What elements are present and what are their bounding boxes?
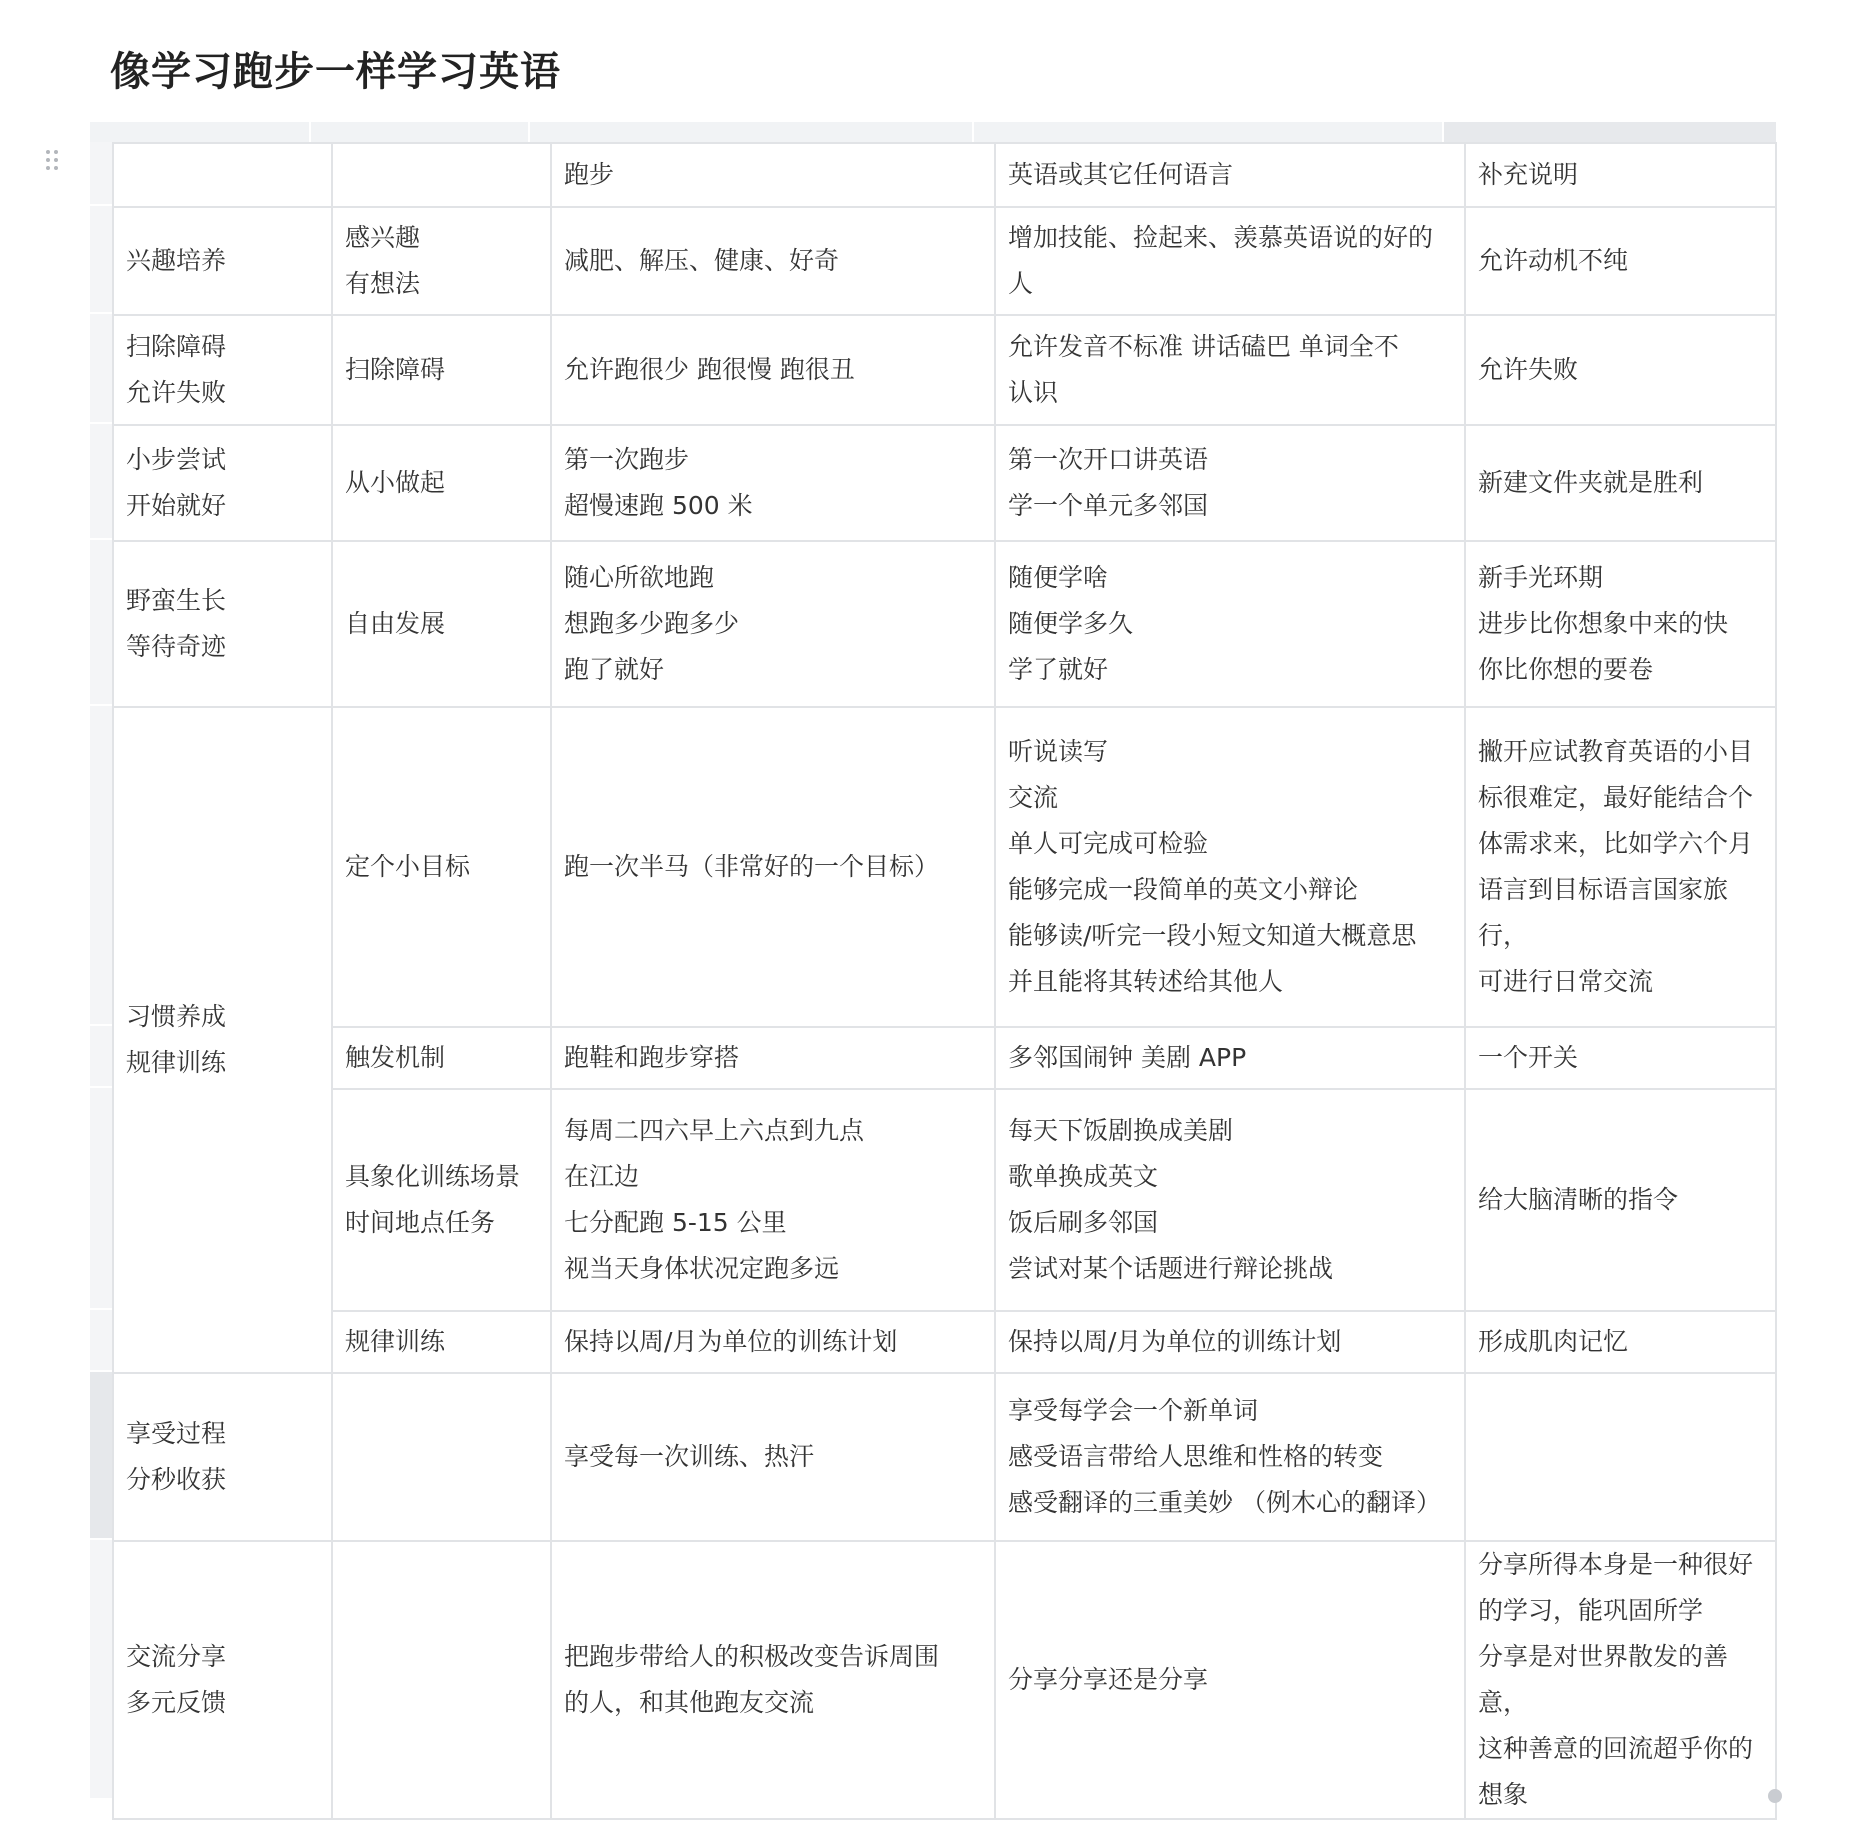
table-row (113, 1373, 1776, 1541)
table-cell[interactable]: 第一次跑步 超慢速跑 500 米 (551, 425, 995, 541)
row-handle[interactable] (90, 1540, 112, 1798)
table-cell[interactable]: 随便学啥 随便学多久 学了就好 (995, 541, 1465, 707)
table-cell[interactable]: 多邻国闹钟 美剧 APP (995, 1027, 1465, 1089)
table-cell[interactable]: 第一次开口讲英语 学一个单元多邻国 (995, 425, 1465, 541)
table-cell[interactable]: 享受每学会一个新单词 感受语言带给人思维和性格的转变 感受翻译的三重美妙 （例木心的翻译） (995, 1373, 1465, 1541)
table-cell[interactable]: 扫除障碍 (332, 315, 551, 425)
table-header-cell[interactable] (332, 143, 551, 207)
column-header-2[interactable] (311, 122, 528, 142)
table-header-row (113, 143, 1776, 207)
table-header-cell[interactable]: 补充说明 (1465, 143, 1776, 207)
table-cell[interactable]: 允许动机不纯 (1465, 207, 1776, 315)
table-cell[interactable]: 新手光环期 进步比你想象中来的快 你比你想的要卷 (1465, 541, 1776, 707)
table-cell[interactable]: 感兴趣 有想法 (332, 207, 551, 315)
table-header-cell[interactable] (113, 143, 332, 207)
table-cell[interactable]: 保持以周/月为单位的训练计划 (551, 1311, 995, 1373)
table-cell[interactable]: 自由发展 (332, 541, 551, 707)
table-cell[interactable]: 分享分享还是分享 (995, 1541, 1465, 1819)
row-handle[interactable] (90, 206, 112, 312)
row-handle[interactable] (90, 424, 112, 538)
comparison-table (112, 142, 1777, 1820)
row-handle[interactable] (90, 142, 112, 204)
table-cell[interactable]: 享受过程 分秒收获 (113, 1373, 332, 1541)
column-header-3[interactable] (530, 122, 972, 142)
table-cell[interactable]: 野蛮生长 等待奇迹 (113, 541, 332, 707)
row-handle[interactable] (90, 1372, 112, 1538)
table-cell[interactable]: 规律训练 (332, 1311, 551, 1373)
table-cell[interactable]: 跑一次半马（非常好的一个目标） (551, 707, 995, 1027)
table-header-cell[interactable]: 跑步 (551, 143, 995, 207)
table-cell[interactable]: 把跑步带给人的积极改变告诉周围 的人，和其他跑友交流 (551, 1541, 995, 1819)
table-cell[interactable]: 新建文件夹就是胜利 (1465, 425, 1776, 541)
table-cell[interactable]: 给大脑清晰的指令 (1465, 1089, 1776, 1311)
table-row (113, 1311, 1776, 1373)
table-cell[interactable]: 每周二四六早上六点到九点 在江边 七分配跑 5-15 公里 视当天身体状况定跑多远 (551, 1089, 995, 1311)
table-cell[interactable]: 允许跑很少 跑很慢 跑很丑 (551, 315, 995, 425)
table-header-cell[interactable]: 英语或其它任何语言 (995, 143, 1465, 207)
table-cell[interactable] (332, 1373, 551, 1541)
table-cell[interactable]: 跑鞋和跑步穿搭 (551, 1027, 995, 1089)
row-handle[interactable] (90, 540, 112, 704)
table-row (113, 541, 1776, 707)
table-cell[interactable]: 听说读写 交流 单人可完成可检验 能够完成一段简单的英文小辩论 能够读/听完一段小短文知道大概意思 并且能将其转述给其他人 (995, 707, 1465, 1027)
column-header-5[interactable] (1444, 122, 1776, 142)
table-cell[interactable]: 扫除障碍 允许失败 (113, 315, 332, 425)
table-resize-handle[interactable] (1768, 1789, 1782, 1803)
drag-handle-icon[interactable] (46, 150, 60, 174)
table-row (113, 315, 1776, 425)
table-row (113, 207, 1776, 315)
table-cell[interactable]: 随心所欲地跑 想跑多少跑多少 跑了就好 (551, 541, 995, 707)
column-header-1[interactable] (90, 122, 309, 142)
row-handle[interactable] (90, 1026, 112, 1086)
table-cell[interactable]: 一个开关 (1465, 1027, 1776, 1089)
column-header-bar[interactable] (90, 122, 1776, 142)
table-cell[interactable]: 小步尝试 开始就好 (113, 425, 332, 541)
table-cell[interactable]: 减肥、解压、健康、好奇 (551, 207, 995, 315)
table-cell[interactable]: 兴趣培养 (113, 207, 332, 315)
table-cell[interactable]: 形成肌肉记忆 (1465, 1311, 1776, 1373)
table-cell[interactable] (1465, 1373, 1776, 1541)
table-cell[interactable] (332, 1541, 551, 1819)
table-cell[interactable]: 分享所得本身是一种很好 的学习，能巩固所学 分享是对世界散发的善意， 这种善意的回流超乎你的 想象 (1465, 1541, 1776, 1819)
row-handle[interactable] (90, 314, 112, 422)
page-title: 像学习跑步一样学习英语 (110, 49, 561, 95)
row-header-bar[interactable] (90, 142, 112, 1798)
table-row (113, 707, 1776, 1027)
table-cell[interactable]: 具象化训练场景 时间地点任务 (332, 1089, 551, 1311)
table-cell[interactable]: 撇开应试教育英语的小目 标很难定，最好能结合个 体需求来，比如学六个月 语言到目标语言国家旅行， 可进行日常交流 (1465, 707, 1776, 1027)
table-cell[interactable]: 习惯养成 规律训练 (113, 707, 332, 1373)
table-row (113, 425, 1776, 541)
row-handle[interactable] (90, 1310, 112, 1370)
table-cell[interactable]: 每天下饭剧换成美剧 歌单换成英文 饭后刷多邻国 尝试对某个话题进行辩论挑战 (995, 1089, 1465, 1311)
table-cell[interactable]: 保持以周/月为单位的训练计划 (995, 1311, 1465, 1373)
row-handle[interactable] (90, 706, 112, 1024)
table-cell[interactable]: 交流分享 多元反馈 (113, 1541, 332, 1819)
table-row (113, 1027, 1776, 1089)
table-cell[interactable]: 享受每一次训练、热汗 (551, 1373, 995, 1541)
table-row (113, 1541, 1776, 1819)
table-cell[interactable]: 定个小目标 (332, 707, 551, 1027)
column-header-4[interactable] (974, 122, 1442, 142)
table-cell[interactable]: 触发机制 (332, 1027, 551, 1089)
table-row (113, 1089, 1776, 1311)
table-cell[interactable]: 从小做起 (332, 425, 551, 541)
row-handle[interactable] (90, 1088, 112, 1308)
table-cell[interactable]: 增加技能、捡起来、羡慕英语说的好的 人 (995, 207, 1465, 315)
table-cell[interactable]: 允许发音不标准 讲话磕巴 单词全不 认识 (995, 315, 1465, 425)
table-cell[interactable]: 允许失败 (1465, 315, 1776, 425)
